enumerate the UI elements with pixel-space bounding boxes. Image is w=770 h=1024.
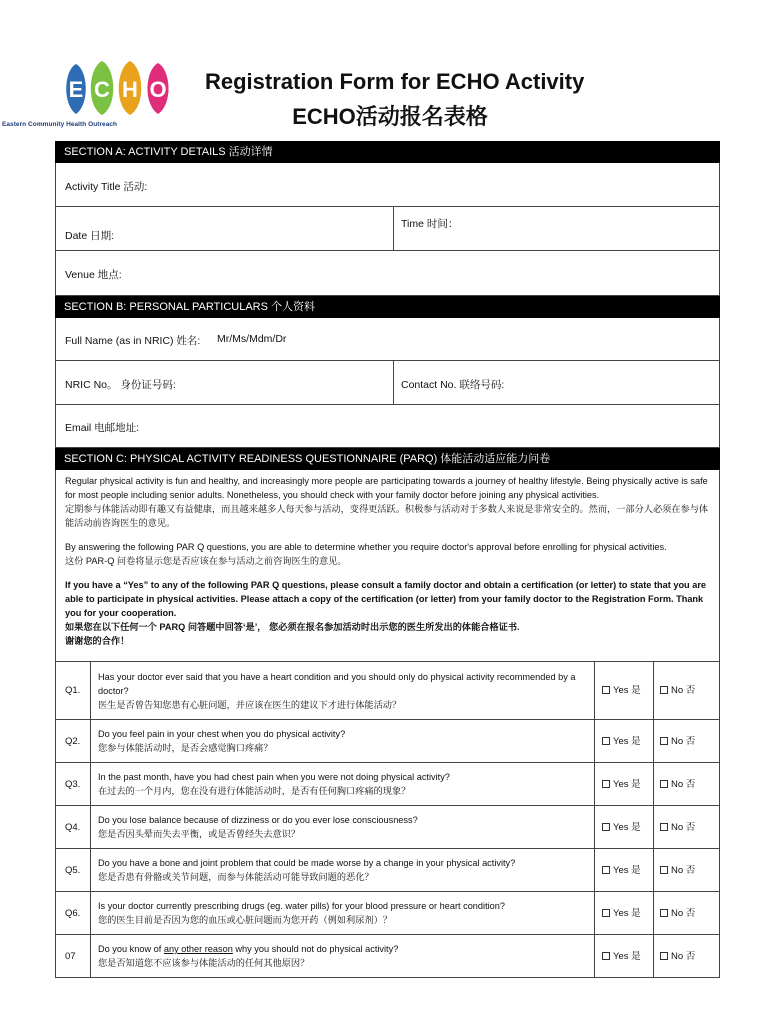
no-checkbox[interactable] bbox=[660, 684, 695, 698]
page-title-cn: ECHO活动报名表格 bbox=[292, 104, 488, 129]
underlined-phrase: any other reason bbox=[163, 944, 233, 954]
page-title-en: Registration Form for ECHO Activity bbox=[205, 69, 585, 94]
echo-logo-icon bbox=[62, 60, 177, 116]
yes-checkbox[interactable] bbox=[602, 950, 641, 964]
question-en: Has your doctor ever said that you have a heart condition and you should only do physical activity recommended by a doctor? bbox=[98, 672, 576, 696]
yes-checkbox[interactable] bbox=[602, 778, 641, 792]
question-number: Q4. bbox=[65, 822, 81, 833]
email-label: Email 电邮地址: bbox=[65, 422, 140, 434]
notice-cn: 如果您在以下任何一个 PARQ 问答题中回答‘是’， 您必须在报名参加活动时出示您的医生所发出的体能合格证书. bbox=[65, 622, 520, 632]
yes-label: Yes 是 bbox=[613, 736, 641, 747]
section-a-header: SECTION A: ACTIVITY DETAILS 活动详情 bbox=[55, 141, 720, 163]
question-number: Q2. bbox=[65, 736, 81, 747]
question-number: Q5. bbox=[65, 865, 81, 876]
yes-label: Yes 是 bbox=[613, 685, 641, 696]
question-number: Q3. bbox=[65, 779, 81, 790]
question-en: In the past month, have you had chest pain when you were not doing physical activity? bbox=[98, 772, 450, 782]
purpose-cn: 这份 PAR-Q 问卷将显示您是否应该在参与活动之前咨询医生的意见。 bbox=[65, 556, 347, 566]
no-label: No 否 bbox=[671, 736, 696, 747]
question-number: 07 bbox=[65, 951, 76, 962]
full-name-label: Full Name (as in NRIC) 姓名: bbox=[65, 335, 201, 347]
yes-label: Yes 是 bbox=[613, 951, 641, 962]
logo-letter-e: E bbox=[68, 77, 84, 102]
date-time-divider bbox=[393, 207, 394, 250]
nric-label: NRIC No。 身份证号码: bbox=[65, 379, 176, 391]
question-row-q6 bbox=[55, 892, 720, 935]
purpose-en: By answering the following PAR Q questions, you are able to determine whether you require doctor's approval before enrolling for physical activities. bbox=[65, 542, 667, 552]
activity-title-label: Activity Title 活动: bbox=[65, 181, 148, 193]
question-text bbox=[98, 670, 598, 712]
question-en: Do you have a bone and joint problem that could be made worse by a change in your physical activity? bbox=[98, 858, 516, 868]
full-name-field[interactable] bbox=[55, 318, 720, 361]
question-en: Do you feel pain in your chest when you do physical activity? bbox=[98, 729, 346, 739]
echo-logo bbox=[62, 60, 177, 130]
question-number: Q6. bbox=[65, 908, 81, 919]
activity-title-field[interactable] bbox=[55, 163, 720, 207]
question-row-q3 bbox=[55, 763, 720, 806]
date-label: Date 日期: bbox=[65, 230, 115, 242]
question-en: Is your doctor currently prescribing drugs (eg. water pills) for your blood pressure or heart condition? bbox=[98, 901, 505, 911]
question-cn: 您是否因头晕而失去平衡，或是否曾经失去意识？ bbox=[98, 829, 301, 839]
thanks-cn: 谢谢您的合作！ bbox=[65, 636, 130, 646]
no-label: No 否 bbox=[671, 865, 696, 876]
section-c-header: SECTION C: PHYSICAL ACTIVITY READINESS QUESTIONNAIRE (PARQ) 体能活动适应能力问卷 bbox=[55, 448, 720, 470]
question-cn: 在过去的一个月内，您在没有进行体能活动时，是否有任何胸口疼痛的现象？ bbox=[98, 786, 411, 796]
yes-checkbox[interactable] bbox=[602, 864, 641, 878]
intro-cn: 定期参与体能活动即有趣又有益健康，而且越来越多人每天参与活动，变得更活跃。积极参与活动对于多数人来说是非常安全的。然而，一部分人必须在参与体能活动前咨询医生的意见。 bbox=[65, 504, 709, 528]
no-checkbox[interactable] bbox=[660, 735, 695, 749]
date-time-row bbox=[55, 207, 720, 251]
yes-label: Yes 是 bbox=[613, 822, 641, 833]
yes-checkbox[interactable] bbox=[602, 735, 641, 749]
yes-checkbox[interactable] bbox=[602, 684, 641, 698]
intro-en: Regular physical activity is fun and healthy, and increasingly more people are participating towards a journey of healthy lifestyle. Being physically active is safe for most people including senior adults. Nonetheless, you should check with your family doctor before joining any physical activities. bbox=[65, 476, 708, 500]
yes-checkbox[interactable] bbox=[602, 907, 641, 921]
question-cn: 医生是否曾告知您患有心脏问题，并应该在医生的建议下才进行体能活动？ bbox=[98, 700, 402, 710]
question-text bbox=[98, 770, 598, 798]
no-label: No 否 bbox=[671, 951, 696, 962]
venue-label: Venue 地点: bbox=[65, 269, 122, 281]
question-row-q7 bbox=[55, 935, 720, 978]
registration-form bbox=[55, 141, 720, 978]
time-label: Time 时间： bbox=[401, 218, 459, 230]
yes-label: Yes 是 bbox=[613, 779, 641, 790]
question-cn: 您是否知道您不应该参与体能活动的任何其他原因？ bbox=[98, 958, 310, 968]
question-row-q5 bbox=[55, 849, 720, 892]
question-row-q1 bbox=[55, 662, 720, 720]
logo-subtitle: Eastern Community Health Outreach bbox=[2, 121, 118, 128]
contact-label: Contact No. 联络号码: bbox=[401, 379, 505, 391]
yes-label: Yes 是 bbox=[613, 908, 641, 919]
no-label: No 否 bbox=[671, 822, 696, 833]
no-checkbox[interactable] bbox=[660, 950, 695, 964]
nric-contact-row bbox=[55, 361, 720, 405]
yes-label: Yes 是 bbox=[613, 865, 641, 876]
nric-contact-divider bbox=[393, 361, 394, 404]
notice-en: If you have a “Yes” to any of the following PAR Q questions, please consult a family doctor and obtain a certification (or letter) to state that you are able to participate in physical activities. Please attach a copy of the certification (or letter) from your family doctor to the Registration Form. Thank you for your cooperation. bbox=[65, 580, 707, 618]
logo-letter-o: O bbox=[149, 77, 167, 102]
venue-field[interactable] bbox=[55, 251, 720, 296]
salutation-options: Mr/Ms/Mdm/Dr bbox=[217, 333, 287, 345]
question-cn: 您的医生目前是否因为您的血压或心脏问题而为您开药（例如利尿剂）？ bbox=[98, 915, 392, 925]
question-text bbox=[98, 727, 598, 755]
no-checkbox[interactable] bbox=[660, 821, 695, 835]
question-text bbox=[98, 899, 598, 927]
question-row-q4 bbox=[55, 806, 720, 849]
logo-letter-h: H bbox=[122, 77, 138, 102]
email-field[interactable] bbox=[55, 405, 720, 448]
question-en: Do you know of any other reason why you should not do physical activity? bbox=[98, 944, 399, 954]
no-label: No 否 bbox=[671, 908, 696, 919]
no-checkbox[interactable] bbox=[660, 907, 695, 921]
no-label: No 否 bbox=[671, 779, 696, 790]
no-checkbox[interactable] bbox=[660, 864, 695, 878]
logo-letter-c: C bbox=[94, 77, 110, 102]
question-text bbox=[98, 813, 598, 841]
parq-instructions bbox=[55, 470, 720, 662]
question-number: Q1. bbox=[65, 685, 81, 696]
question-en: Do you lose balance because of dizziness or do you ever lose consciousness? bbox=[98, 815, 418, 825]
question-cn: 您参与体能活动时，是否会感觉胸口疼痛？ bbox=[98, 743, 273, 753]
question-text bbox=[98, 942, 598, 970]
question-text bbox=[98, 856, 598, 884]
no-checkbox[interactable] bbox=[660, 778, 695, 792]
question-row-q2 bbox=[55, 720, 720, 763]
section-b-header: SECTION B: PERSONAL PARTICULARS 个人资料 bbox=[55, 296, 720, 318]
question-cn: 您是否患有骨骼或关节问题，而参与体能活动可能导致问题的恶化？ bbox=[98, 872, 374, 882]
no-label: No 否 bbox=[671, 685, 696, 696]
yes-checkbox[interactable] bbox=[602, 821, 641, 835]
